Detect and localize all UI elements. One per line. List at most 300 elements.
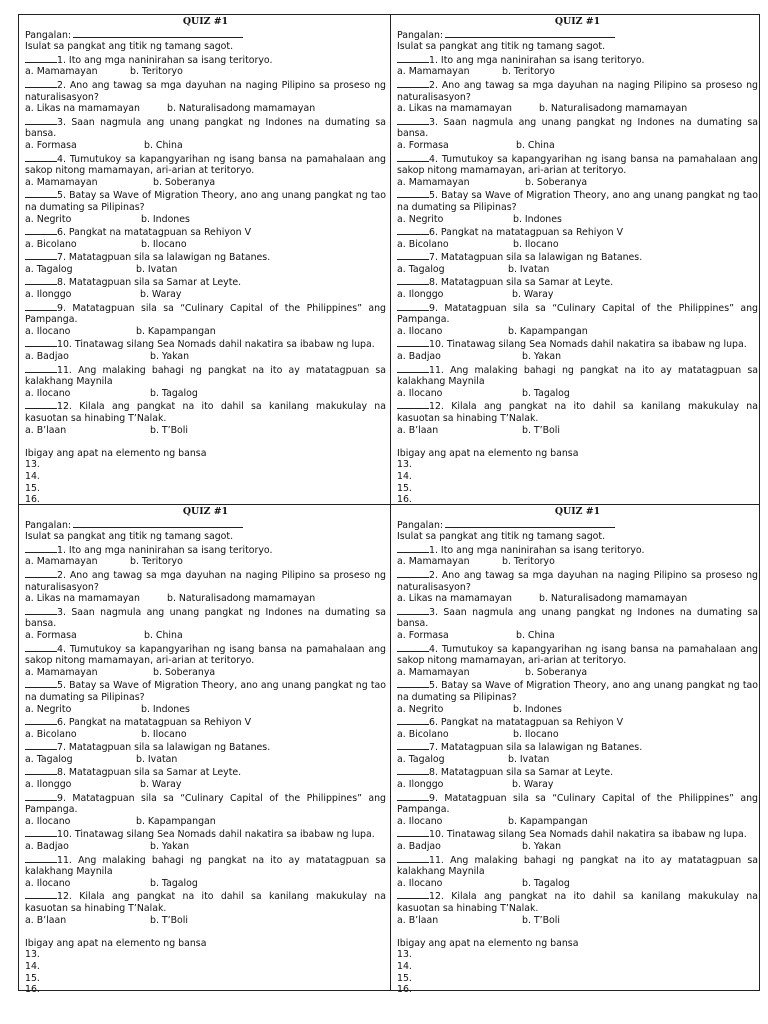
choice-b: b. T’Boli xyxy=(522,424,560,436)
choice-b: b. Waray xyxy=(140,779,182,791)
question-item xyxy=(397,853,758,890)
choice-b: b. Tagalog xyxy=(522,877,570,889)
choices-row xyxy=(397,754,758,766)
choice-b: b. Indones xyxy=(513,703,562,715)
question-stem xyxy=(25,740,386,754)
quiz-copy-top-right xyxy=(391,15,762,504)
question-text: 9. Matatagpuan sila sa “Culinary Capital of the Philippines” ang Pampanga. xyxy=(25,792,386,816)
answer-blank[interactable] xyxy=(25,250,57,260)
answer-blank[interactable] xyxy=(397,363,429,373)
choice-a: a. Badjao xyxy=(397,841,441,853)
answer-blank[interactable] xyxy=(25,275,57,285)
choice-b: b. Ilocano xyxy=(141,238,187,250)
element-answer-line[interactable]: 15. xyxy=(397,482,412,494)
answer-blank[interactable] xyxy=(25,765,57,775)
question-stem xyxy=(397,827,758,841)
answer-blank[interactable] xyxy=(25,853,57,863)
answer-blank[interactable] xyxy=(397,715,429,725)
question-text: 2. Ano ang tawag sa mga dayuhan na naging Pilipino sa proseso ng naturalisasyon? xyxy=(397,569,758,593)
question-stem xyxy=(25,399,386,424)
answer-blank[interactable] xyxy=(25,678,57,688)
choice-a: a. B’laan xyxy=(25,914,67,926)
choice-a: a. Ilonggo xyxy=(397,779,444,791)
choice-b: b. Yakan xyxy=(150,351,190,363)
question-stem xyxy=(397,225,758,239)
question-text: 3. Saan nagmula ang unang pangkat ng Indones na dumating sa bansa. xyxy=(397,606,758,630)
question-item xyxy=(397,115,758,152)
answer-blank[interactable] xyxy=(397,605,429,615)
spacer xyxy=(397,926,758,938)
answer-blank[interactable] xyxy=(397,543,429,553)
choices-row xyxy=(397,667,758,679)
question-text: 12. Kilala ang pangkat na ito dahil sa kanilang makukulay na kasuotan sa hinabing T’Nalak. xyxy=(397,891,758,914)
question-stem xyxy=(25,791,386,816)
question-stem xyxy=(397,740,758,754)
quiz-sheet xyxy=(18,14,760,994)
element-answer-line[interactable]: 13. xyxy=(25,949,40,961)
spacer xyxy=(397,436,758,448)
question-text: 7. Matatagpuan sila sa lalawigan ng Batanes. xyxy=(57,742,271,754)
choice-b: b. Soberanya xyxy=(525,176,588,188)
choice-a: a. Tagalog xyxy=(397,753,445,765)
question-stem xyxy=(397,765,758,779)
choice-a: a. Ilonggo xyxy=(25,289,72,301)
question-item xyxy=(397,275,758,300)
question-text: 10. Tinatawag silang Sea Nomads dahil nakatira sa ibabaw ng lupa. xyxy=(57,829,375,841)
question-text: 10. Tinatawag silang Sea Nomads dahil nakatira sa ibabaw ng lupa. xyxy=(429,339,747,351)
name-field[interactable] xyxy=(73,28,243,38)
choice-a: a. Likas na mamamayan xyxy=(397,103,512,115)
elements-answer-list xyxy=(25,459,386,504)
choice-a: a. Ilonggo xyxy=(397,289,444,301)
answer-blank[interactable] xyxy=(25,889,57,899)
name-row xyxy=(397,28,758,42)
instruction: Isulat sa pangkat ang titik ng tamang sagot. xyxy=(397,531,606,543)
choice-b: b. Tagalog xyxy=(150,877,198,889)
quiz-title: QUIZ #1 xyxy=(182,16,229,27)
choice-a: a. Ilonggo xyxy=(25,779,72,791)
question-text: 6. Pangkat na matatagpuan sa Rehiyon V xyxy=(57,717,251,729)
choices-row xyxy=(397,630,758,642)
element-answer-line[interactable]: 16. xyxy=(25,984,40,994)
answer-blank[interactable] xyxy=(25,740,57,750)
question-stem xyxy=(25,678,386,703)
name-label: Pangalan: xyxy=(397,519,444,531)
question-item xyxy=(25,715,386,740)
choice-a: a. Bicolano xyxy=(25,728,77,740)
answer-blank[interactable] xyxy=(25,78,57,88)
element-answer-line[interactable]: 15. xyxy=(25,482,40,494)
element-answer-line[interactable]: 15. xyxy=(25,972,40,984)
question-item xyxy=(25,78,386,115)
question-text: 5. Batay sa Wave of Migration Theory, ano ang unang pangkat ng tao na dumating sa Pilipinas? xyxy=(25,680,386,703)
choices-row xyxy=(397,264,758,276)
answer-blank[interactable] xyxy=(397,791,429,801)
element-answer-line[interactable]: 14. xyxy=(397,470,412,482)
choices-row xyxy=(25,214,386,226)
choice-a: a. B’laan xyxy=(25,424,67,436)
choice-b: b. Waray xyxy=(512,289,554,301)
element-answer-line[interactable]: 14. xyxy=(25,960,40,972)
question-text: 7. Matatagpuan sila sa lalawigan ng Batanes. xyxy=(429,742,643,754)
choices-row xyxy=(25,140,386,152)
choice-a: a. Ilocano xyxy=(397,877,443,889)
question-stem xyxy=(397,678,758,703)
choice-a: a. Ilocano xyxy=(25,325,71,337)
choices-row xyxy=(25,425,386,437)
choices-row xyxy=(397,103,758,115)
question-stem xyxy=(25,827,386,841)
element-answer-line[interactable]: 14. xyxy=(25,470,40,482)
answer-blank[interactable] xyxy=(25,301,57,311)
choice-b: b. Soberanya xyxy=(525,666,588,678)
answer-blank[interactable] xyxy=(397,568,429,578)
question-item xyxy=(25,225,386,250)
question-text: 8. Matatagpuan sila sa Samar at Leyte. xyxy=(429,277,614,289)
name-field[interactable] xyxy=(73,518,243,528)
choice-b: b. Naturalisadong mamamayan xyxy=(167,593,316,605)
choice-b: b. Ivatan xyxy=(136,263,178,275)
choice-a: a. B’laan xyxy=(397,914,439,926)
choice-b: b. China xyxy=(144,629,183,641)
elements-prompt: Ibigay ang apat na elemento ng bansa xyxy=(397,447,579,459)
question-text: 5. Batay sa Wave of Migration Theory, ano ang unang pangkat ng tao na dumating sa Pilipinas? xyxy=(397,190,758,213)
question-stem xyxy=(25,363,386,388)
choice-b: b. Indones xyxy=(141,703,190,715)
question-text: 7. Matatagpuan sila sa lalawigan ng Batanes. xyxy=(429,252,643,264)
choice-a: a. Tagalog xyxy=(397,263,445,275)
answer-blank[interactable] xyxy=(397,740,429,750)
question-item xyxy=(397,225,758,250)
question-item xyxy=(397,363,758,400)
answer-blank[interactable] xyxy=(25,642,57,652)
question-item xyxy=(397,301,758,338)
question-stem xyxy=(397,53,758,67)
instruction: Isulat sa pangkat ang titik ng tamang sagot. xyxy=(397,41,606,53)
choice-b: b. Ivatan xyxy=(508,753,550,765)
question-text: 1. Ito ang mga naninirahan sa isang teritoryo. xyxy=(57,544,273,556)
question-stem xyxy=(25,53,386,67)
choices-row xyxy=(397,289,758,301)
answer-blank[interactable] xyxy=(397,225,429,235)
question-stem xyxy=(397,275,758,289)
answer-blank[interactable] xyxy=(25,152,57,162)
question-text: 8. Matatagpuan sila sa Samar at Leyte. xyxy=(57,767,242,779)
elements-answer-list xyxy=(397,949,758,994)
question-text: 2. Ano ang tawag sa mga dayuhan na naging Pilipino sa proseso ng naturalisasyon? xyxy=(25,79,386,103)
question-stem xyxy=(397,715,758,729)
choices-row xyxy=(25,593,386,605)
question-item xyxy=(397,889,758,926)
choice-a: a. Likas na mamamayan xyxy=(397,593,512,605)
question-item xyxy=(25,275,386,300)
quiz-title: QUIZ #1 xyxy=(182,506,229,517)
choices-row xyxy=(25,556,386,568)
question-item xyxy=(397,740,758,765)
question-stem xyxy=(397,78,758,103)
spacer xyxy=(25,926,386,938)
choice-b: b. China xyxy=(516,139,555,151)
elements-prompt: Ibigay ang apat na elemento ng bansa xyxy=(25,447,207,459)
question-item xyxy=(25,363,386,400)
choice-a: a. Mamamayan xyxy=(397,176,470,188)
name-label: Pangalan: xyxy=(397,29,444,41)
choice-a: a. Mamamayan xyxy=(25,66,98,78)
question-stem xyxy=(397,301,758,326)
choice-b: b. Kapampangan xyxy=(508,815,588,827)
element-answer-line[interactable]: 15. xyxy=(397,972,412,984)
choice-a: a. Badjao xyxy=(25,351,69,363)
answer-blank[interactable] xyxy=(25,337,57,347)
question-item xyxy=(397,152,758,189)
answer-blank[interactable] xyxy=(25,225,57,235)
choice-b: b. Tagalog xyxy=(150,387,198,399)
answer-blank[interactable] xyxy=(397,853,429,863)
question-stem xyxy=(25,225,386,239)
question-text: 3. Saan nagmula ang unang pangkat ng Indones na dumating sa bansa. xyxy=(25,606,386,630)
question-item xyxy=(25,53,386,78)
choice-a: a. Likas na mamamayan xyxy=(25,593,140,605)
question-item xyxy=(25,337,386,362)
question-text: 11. Ang malaking bahagi ng pangkat na ito ay matatagpuan sa kalakhang Maynila xyxy=(25,854,386,878)
question-stem xyxy=(397,152,758,177)
question-text: 1. Ito ang mga naninirahan sa isang teritoryo. xyxy=(57,54,273,66)
answer-blank[interactable] xyxy=(397,78,429,88)
answer-blank[interactable] xyxy=(25,188,57,198)
question-item xyxy=(397,399,758,436)
answer-blank[interactable] xyxy=(25,543,57,553)
choices-row xyxy=(25,878,386,890)
answer-blank[interactable] xyxy=(25,399,57,409)
answer-blank[interactable] xyxy=(397,188,429,198)
question-stem xyxy=(25,188,386,213)
question-stem xyxy=(397,543,758,557)
question-stem xyxy=(397,605,758,630)
answer-blank[interactable] xyxy=(397,301,429,311)
choice-b: b. China xyxy=(516,629,555,641)
question-text: 12. Kilala ang pangkat na ito dahil sa kanilang makukulay na kasuotan sa hinabing T’Nalak. xyxy=(25,401,386,424)
question-text: 3. Saan nagmula ang unang pangkat ng Indones na dumating sa bansa. xyxy=(25,116,386,140)
question-list xyxy=(397,543,758,926)
question-stem xyxy=(397,337,758,351)
choices-row xyxy=(25,66,386,78)
choice-a: a. Ilocano xyxy=(397,325,443,337)
elements-prompt: Ibigay ang apat na elemento ng bansa xyxy=(25,937,207,949)
choice-a: a. Mamamayan xyxy=(397,556,470,568)
choice-b: b. Indones xyxy=(141,213,190,225)
choice-b: b. Yakan xyxy=(150,841,190,853)
question-list xyxy=(25,543,386,926)
choice-b: b. Teritoryo xyxy=(502,556,555,568)
choice-b: b. Soberanya xyxy=(153,176,216,188)
choice-a: a. Badjao xyxy=(25,841,69,853)
answer-blank[interactable] xyxy=(397,827,429,837)
choice-b: b. Teritoryo xyxy=(130,556,183,568)
choices-row xyxy=(397,779,758,791)
choices-row xyxy=(397,425,758,437)
question-stem xyxy=(25,337,386,351)
choice-a: a. Formasa xyxy=(25,629,77,641)
choice-a: a. Negrito xyxy=(397,213,444,225)
choice-b: b. T’Boli xyxy=(522,914,560,926)
quiz-copy-bottom-left xyxy=(19,505,390,994)
answer-blank[interactable] xyxy=(25,115,57,125)
question-stem xyxy=(397,250,758,264)
name-row xyxy=(397,518,758,532)
quiz-title: QUIZ #1 xyxy=(554,506,601,517)
answer-blank[interactable] xyxy=(397,337,429,347)
choices-row xyxy=(397,841,758,853)
question-stem xyxy=(25,853,386,878)
choices-row xyxy=(397,214,758,226)
element-answer-line[interactable]: 13. xyxy=(397,949,412,961)
choice-a: a. Bicolano xyxy=(397,728,449,740)
question-item xyxy=(397,568,758,605)
answer-blank[interactable] xyxy=(397,275,429,285)
answer-blank[interactable] xyxy=(25,791,57,801)
answer-blank[interactable] xyxy=(397,678,429,688)
element-answer-line[interactable]: 16. xyxy=(25,494,40,504)
choice-a: a. Mamamayan xyxy=(25,666,98,678)
question-item xyxy=(397,642,758,679)
question-item xyxy=(25,543,386,568)
question-text: 8. Matatagpuan sila sa Samar at Leyte. xyxy=(429,767,614,779)
quiz-title: QUIZ #1 xyxy=(554,16,601,27)
choice-a: a. Bicolano xyxy=(397,238,449,250)
elements-answer-list xyxy=(25,949,386,994)
answer-blank[interactable] xyxy=(397,642,429,652)
question-text: 5. Batay sa Wave of Migration Theory, ano ang unang pangkat ng tao na dumating sa Pilipinas? xyxy=(397,680,758,703)
question-item xyxy=(25,188,386,225)
answer-blank[interactable] xyxy=(25,827,57,837)
choices-row xyxy=(25,326,386,338)
answer-blank[interactable] xyxy=(397,53,429,63)
question-stem xyxy=(25,605,386,630)
answer-blank[interactable] xyxy=(25,363,57,373)
name-field[interactable] xyxy=(445,518,615,528)
choice-a: a. Ilocano xyxy=(397,815,443,827)
question-stem xyxy=(25,765,386,779)
choice-a: a. Tagalog xyxy=(25,753,73,765)
choice-b: b. Naturalisadong mamamayan xyxy=(539,593,688,605)
question-stem xyxy=(397,188,758,213)
question-stem xyxy=(25,78,386,103)
question-item xyxy=(25,152,386,189)
element-answer-line[interactable]: 16. xyxy=(397,984,412,994)
choice-a: a. Likas na mamamayan xyxy=(25,103,140,115)
question-stem xyxy=(397,853,758,878)
answer-blank[interactable] xyxy=(397,399,429,409)
question-stem xyxy=(397,791,758,816)
question-text: 9. Matatagpuan sila sa “Culinary Capital of the Philippines” ang Pampanga. xyxy=(397,792,758,816)
answer-blank[interactable] xyxy=(25,605,57,615)
question-item xyxy=(25,399,386,436)
choice-a: a. Mamamayan xyxy=(25,176,98,188)
choices-row xyxy=(25,667,386,679)
choices-row xyxy=(25,103,386,115)
question-item xyxy=(397,543,758,568)
question-text: 6. Pangkat na matatagpuan sa Rehiyon V xyxy=(57,227,251,239)
choice-a: a. Negrito xyxy=(25,703,72,715)
answer-blank[interactable] xyxy=(397,889,429,899)
choices-row xyxy=(397,351,758,363)
choices-row xyxy=(397,177,758,189)
choice-a: a. Negrito xyxy=(397,703,444,715)
elements-prompt: Ibigay ang apat na elemento ng bansa xyxy=(397,937,579,949)
answer-blank[interactable] xyxy=(397,152,429,162)
question-text: 8. Matatagpuan sila sa Samar at Leyte. xyxy=(57,277,242,289)
question-item xyxy=(397,188,758,225)
question-item xyxy=(25,740,386,765)
choice-b: b. Waray xyxy=(140,289,182,301)
question-stem xyxy=(25,301,386,326)
element-answer-line[interactable]: 16. xyxy=(397,494,412,504)
choices-row xyxy=(25,841,386,853)
question-item xyxy=(397,678,758,715)
question-text: 7. Matatagpuan sila sa lalawigan ng Batanes. xyxy=(57,252,271,264)
question-item xyxy=(25,889,386,926)
question-text: 6. Pangkat na matatagpuan sa Rehiyon V xyxy=(429,717,623,729)
choices-row xyxy=(25,289,386,301)
question-item xyxy=(397,337,758,362)
question-stem xyxy=(25,543,386,557)
question-stem xyxy=(397,642,758,667)
choice-b: b. Teritoryo xyxy=(130,66,183,78)
choices-row xyxy=(25,630,386,642)
question-text: 4. Tumutukoy sa kapangyarihan ng isang bansa na pamahalaan ang sakop nitong mamamayan, ari-arian at teritoryo. xyxy=(25,153,386,177)
question-text: 6. Pangkat na matatagpuan sa Rehiyon V xyxy=(429,227,623,239)
choice-a: a. Mamamayan xyxy=(397,66,470,78)
question-text: 9. Matatagpuan sila sa “Culinary Capital of the Philippines” ang Pampanga. xyxy=(25,302,386,326)
choice-a: a. Mamamayan xyxy=(397,666,470,678)
answer-blank[interactable] xyxy=(397,765,429,775)
question-item xyxy=(397,827,758,852)
elements-answer-list xyxy=(397,459,758,504)
question-text: 2. Ano ang tawag sa mga dayuhan na naging Pilipino sa proseso ng naturalisasyon? xyxy=(397,79,758,103)
choices-row xyxy=(397,66,758,78)
name-field[interactable] xyxy=(445,28,615,38)
element-answer-line[interactable]: 14. xyxy=(397,960,412,972)
choices-row xyxy=(25,915,386,927)
name-row xyxy=(25,518,386,532)
name-row xyxy=(25,28,386,42)
answer-blank[interactable] xyxy=(397,250,429,260)
question-stem xyxy=(25,275,386,289)
answer-blank[interactable] xyxy=(397,115,429,125)
choices-row xyxy=(397,326,758,338)
choices-row xyxy=(25,351,386,363)
question-text: 1. Ito ang mga naninirahan sa isang teritoryo. xyxy=(429,54,645,66)
question-item xyxy=(25,827,386,852)
choice-b: b. Ivatan xyxy=(508,263,550,275)
choice-b: b. Kapampangan xyxy=(136,325,216,337)
question-text: 4. Tumutukoy sa kapangyarihan ng isang bansa na pamahalaan ang sakop nitong mamamayan, ari-arian at teritoryo. xyxy=(397,153,758,177)
choice-b: b. Naturalisadong mamamayan xyxy=(167,103,316,115)
question-stem xyxy=(397,363,758,388)
choice-b: b. T’Boli xyxy=(150,914,188,926)
question-item xyxy=(25,115,386,152)
question-item xyxy=(397,791,758,828)
element-answer-line[interactable]: 13. xyxy=(397,459,412,471)
answer-blank[interactable] xyxy=(25,568,57,578)
question-text: 5. Batay sa Wave of Migration Theory, ano ang unang pangkat ng tao na dumating sa Pilipinas? xyxy=(25,190,386,213)
answer-blank[interactable] xyxy=(25,715,57,725)
element-answer-line[interactable]: 13. xyxy=(25,459,40,471)
choice-b: b. Teritoryo xyxy=(502,66,555,78)
question-item xyxy=(397,78,758,115)
question-item xyxy=(397,53,758,78)
answer-blank[interactable] xyxy=(25,53,57,63)
